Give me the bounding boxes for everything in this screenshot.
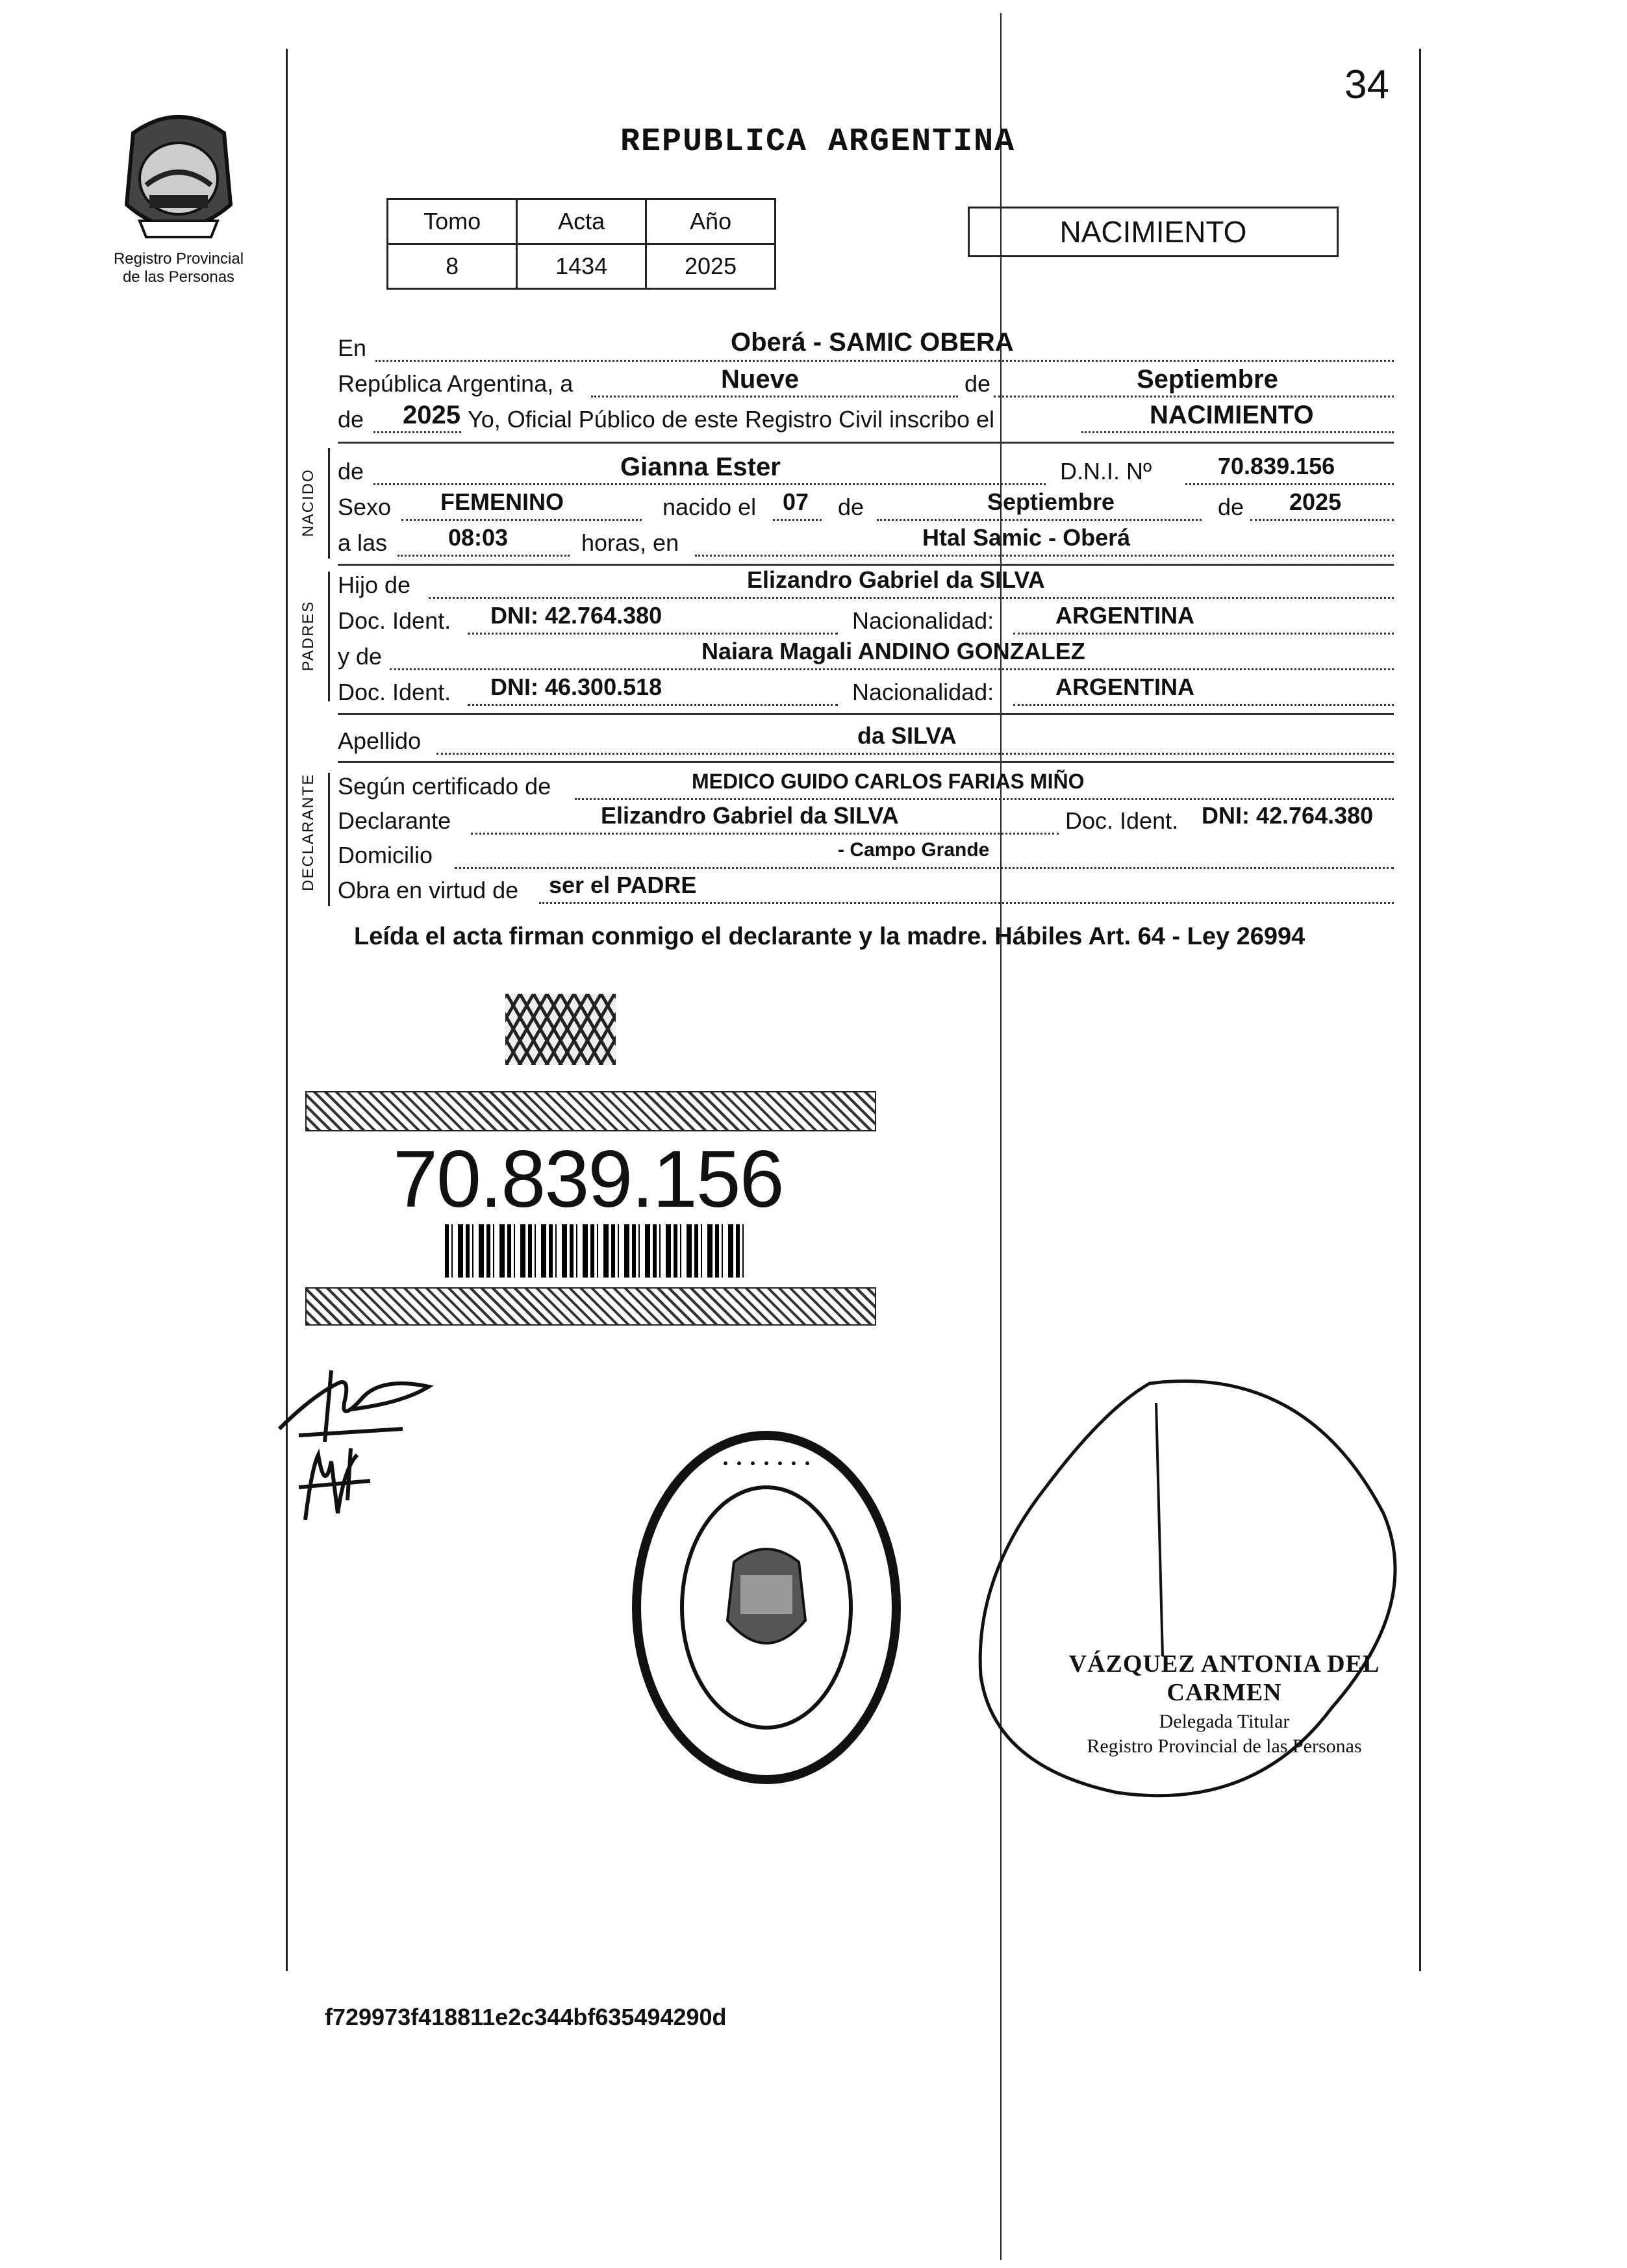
father-name-value: Elizandro Gabriel da SILVA: [747, 566, 1045, 593]
security-number: 70.839.156: [393, 1135, 783, 1224]
dotted-line: [390, 668, 1394, 670]
svg-text:· · · · · · ·: · · · · · · ·: [721, 1450, 812, 1476]
de2-label: de: [338, 406, 364, 433]
dotted-line: [468, 704, 838, 706]
declarante-side-bar: [328, 773, 330, 906]
dotted-line: [455, 867, 1394, 869]
birth-year-value: 2025: [1289, 488, 1342, 515]
table-value-acta: 1434: [517, 244, 646, 289]
mother-nat-value: ARGENTINA: [1055, 674, 1194, 700]
table-header-anio: Año: [646, 199, 776, 244]
birth-day-value: 07: [783, 488, 809, 515]
section-separator: [338, 761, 1394, 763]
father-nat-label: Nacionalidad:: [852, 607, 994, 634]
logo-caption-line2: de las Personas: [122, 268, 235, 286]
year-value: 2025: [403, 401, 460, 429]
section-separator: [338, 713, 1394, 715]
dotted-line: [1081, 431, 1394, 433]
apellido-value: da SILVA: [857, 722, 957, 749]
security-strip-top: [305, 1091, 876, 1131]
dotted-line: [877, 519, 1202, 521]
en-value: Oberá - SAMIC OBERA: [731, 328, 1014, 357]
dotted-line: [1185, 483, 1394, 485]
mother-doc-label: Doc. Ident.: [338, 679, 451, 705]
dotted-line: [401, 519, 642, 521]
dotted-line: [539, 902, 1394, 904]
delegate-name: VÁZQUEZ ANTONIA DEL CARMEN: [1068, 1650, 1380, 1706]
child-dni-value: 70.839.156: [1218, 453, 1335, 479]
delegate-org: Registro Provincial de las Personas: [1087, 1735, 1362, 1757]
page-number: 34: [1344, 62, 1389, 107]
official-initials-signature: [292, 1442, 383, 1536]
dotted-line: [468, 633, 838, 635]
yde-label: y de: [338, 643, 383, 670]
logo-caption-line1: Registro Provincial: [113, 250, 244, 268]
declarante-label: Declarante: [338, 807, 451, 834]
record-type-box: NACIMIENTO: [968, 207, 1339, 257]
dotted-line: [994, 396, 1394, 397]
nacido-side-bar: [328, 448, 330, 559]
father-nat-value: ARGENTINA: [1055, 602, 1194, 629]
dotted-line: [1250, 519, 1394, 521]
time-value: 08:03: [448, 524, 509, 551]
padres-side-bar: [328, 572, 330, 701]
cert-label: Según certificado de: [338, 773, 551, 800]
declarante-value: Elizandro Gabriel da SILVA: [601, 802, 899, 829]
sexo-label: Sexo: [338, 494, 392, 520]
dotted-line: [373, 431, 461, 433]
dotted-line: [773, 519, 822, 521]
father-doc-value: DNI: 42.764.380: [490, 602, 662, 629]
birth-de2-label: de: [1218, 494, 1244, 520]
de-label: de: [965, 370, 991, 397]
dotted-line: [375, 360, 1394, 362]
dotted-line: [397, 555, 570, 557]
logo-caption: [91, 250, 266, 286]
dotted-line: [591, 396, 958, 397]
domicilio-value: - Campo Grande: [838, 839, 990, 861]
inscribo-value: NACIMIENTO: [1150, 401, 1314, 429]
declarante-doc-label: Doc. Ident.: [1065, 807, 1179, 834]
month-value: Septiembre: [1137, 365, 1278, 394]
hash-code: f729973f418811e2c344bf635494290d: [325, 2004, 727, 2030]
dotted-line: [575, 798, 1394, 800]
father-doc-label: Doc. Ident.: [338, 607, 451, 634]
declarante-doc-value: DNI: 42.764.380: [1202, 802, 1374, 829]
mother-nat-label: Nacionalidad:: [852, 679, 994, 705]
dotted-line: [429, 597, 1394, 599]
dotted-line: [373, 483, 1046, 485]
delegate-signature: [968, 1370, 1422, 1854]
record-table: [386, 198, 776, 290]
closing-text: Leída el acta firman conmigo el declarante y la madre. Hábiles Art. 64 - Ley 26994: [354, 923, 1305, 950]
table-header-acta: Acta: [517, 199, 646, 244]
dotted-line: [436, 753, 1394, 755]
alas-label: a las: [338, 529, 388, 556]
horas-label: horas, en: [581, 529, 679, 556]
republica-label: República Argentina, a: [338, 370, 574, 397]
delegate-role: Delegada Titular: [1159, 1711, 1290, 1732]
declarante-side-label: DECLARANTE: [299, 773, 317, 891]
table-value-anio: 2025: [646, 244, 776, 289]
day-value: Nueve: [721, 365, 800, 394]
mother-name-value: Naiara Magali ANDINO GONZALEZ: [701, 638, 1085, 664]
dotted-line: [695, 555, 1394, 557]
nacido-side-label: NACIDO: [299, 468, 317, 537]
birth-month-value: Septiembre: [987, 488, 1115, 515]
country-title: REPUBLICA ARGENTINA: [620, 123, 1016, 160]
province-logo: [114, 107, 244, 247]
nacido-de-label: de: [338, 458, 364, 485]
place-value: Htal Samic - Oberá: [922, 524, 1131, 551]
child-name-value: Gianna Ester: [620, 453, 781, 481]
dotted-line: [1013, 633, 1394, 635]
table-value-tomo: 8: [388, 244, 517, 289]
apellido-label: Apellido: [338, 727, 422, 754]
declarant-signature: [273, 1357, 442, 1452]
security-strip-bottom: [305, 1287, 876, 1326]
table-header-tomo: Tomo: [388, 199, 517, 244]
official-seal: [627, 1426, 906, 1789]
barcode: [445, 1224, 744, 1278]
sexo-value: FEMENINO: [440, 488, 564, 515]
obra-label: Obra en virtud de: [338, 877, 519, 903]
en-label: En: [338, 334, 367, 361]
mother-doc-value: DNI: 46.300.518: [490, 674, 662, 700]
official-text: Yo, Oficial Público de este Registro Civil inscribo el: [468, 406, 995, 433]
section-separator: [338, 442, 1394, 444]
dotted-line: [471, 833, 1059, 835]
hijo-label: Hijo de: [338, 572, 411, 598]
section-separator: [338, 564, 1394, 566]
birth-de-label: de: [838, 494, 864, 520]
padres-side-label: PADRES: [299, 600, 317, 672]
security-hologram: [505, 994, 616, 1065]
nacido-el-label: nacido el: [662, 494, 757, 520]
dotted-line: [1013, 704, 1394, 706]
cert-value: MEDICO GUIDO CARLOS FARIAS MIÑO: [692, 770, 1085, 793]
domicilio-label: Domicilio: [338, 842, 433, 868]
left-margin-line: [286, 49, 288, 1971]
signature-block: [1042, 1650, 1406, 1758]
dni-label: D.N.I. Nº: [1060, 458, 1152, 485]
obra-value: ser el PADRE: [549, 872, 697, 898]
